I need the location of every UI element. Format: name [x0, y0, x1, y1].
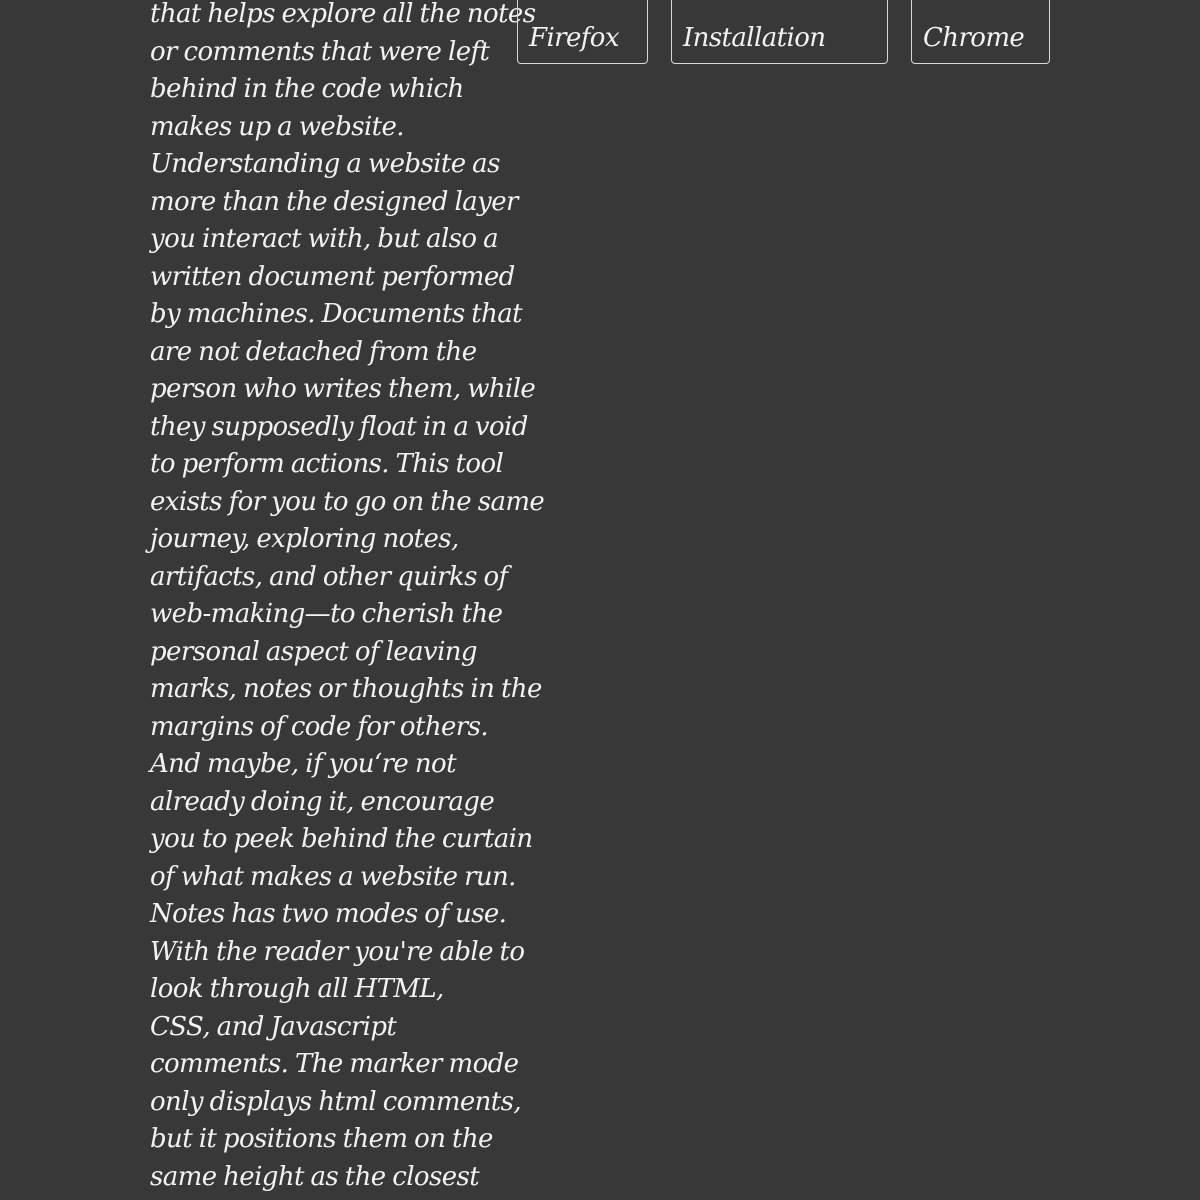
- intro-line: marks, notes or thoughts in the: [150, 674, 542, 704]
- intro-line: personal aspect of leaving: [150, 636, 477, 667]
- intro-line: behind in the code which: [150, 74, 464, 104]
- chrome-button[interactable]: Chrome: [911, 0, 1050, 64]
- intro-line: And maybe, if you‘re not: [150, 749, 456, 779]
- intro-line: you to peek behind the curtain: [150, 824, 533, 854]
- intro-line: only displays html comments,: [150, 1086, 522, 1117]
- intro-line: or comments that were left: [150, 36, 490, 67]
- intro-line: margins of code for others.: [150, 711, 488, 742]
- intro-line: Notes has two modes of use.: [150, 899, 507, 929]
- intro-line: artifacts, and other quirks of: [150, 561, 508, 592]
- intro-line: to perform actions. This tool: [150, 449, 504, 479]
- intro-line: are not detached from the: [150, 336, 477, 367]
- intro-line: comments. The marker mode: [150, 1049, 519, 1079]
- intro-line: more than the designed layer: [150, 186, 518, 217]
- intro-line: they supposedly float in a void: [150, 411, 528, 442]
- intro-line: that helps explore all the notes: [150, 0, 536, 29]
- intro-text: [150, 0, 545, 1196]
- intro-line: already doing it, encourage: [150, 786, 495, 817]
- intro-line: you interact with, but also a: [150, 224, 499, 254]
- intro-line: by machines. Documents that: [150, 299, 522, 329]
- intro-line: Understanding a website as: [150, 149, 500, 179]
- intro-line: makes up a website.: [150, 111, 404, 142]
- firefox-button[interactable]: Firefox: [517, 0, 648, 64]
- intro-line: of what makes a website run.: [150, 861, 516, 892]
- intro-line: person who writes them, while: [150, 374, 536, 404]
- intro-line: With the reader you're able to: [150, 936, 525, 967]
- intro-line: CSS, and Javascript: [150, 1011, 397, 1042]
- intro-line: written document performed: [150, 261, 515, 292]
- intro-line: but it positions them on the: [150, 1124, 493, 1154]
- installation-button[interactable]: Installation: [671, 0, 888, 64]
- intro-line: web-making—to cherish the: [150, 599, 503, 629]
- intro-line: exists for you to go on the same: [150, 486, 545, 517]
- intro-line: journey, exploring notes,: [150, 524, 459, 554]
- intro-line: look through all HTML,: [150, 974, 444, 1004]
- intro-line: same height as the closest: [150, 1161, 480, 1192]
